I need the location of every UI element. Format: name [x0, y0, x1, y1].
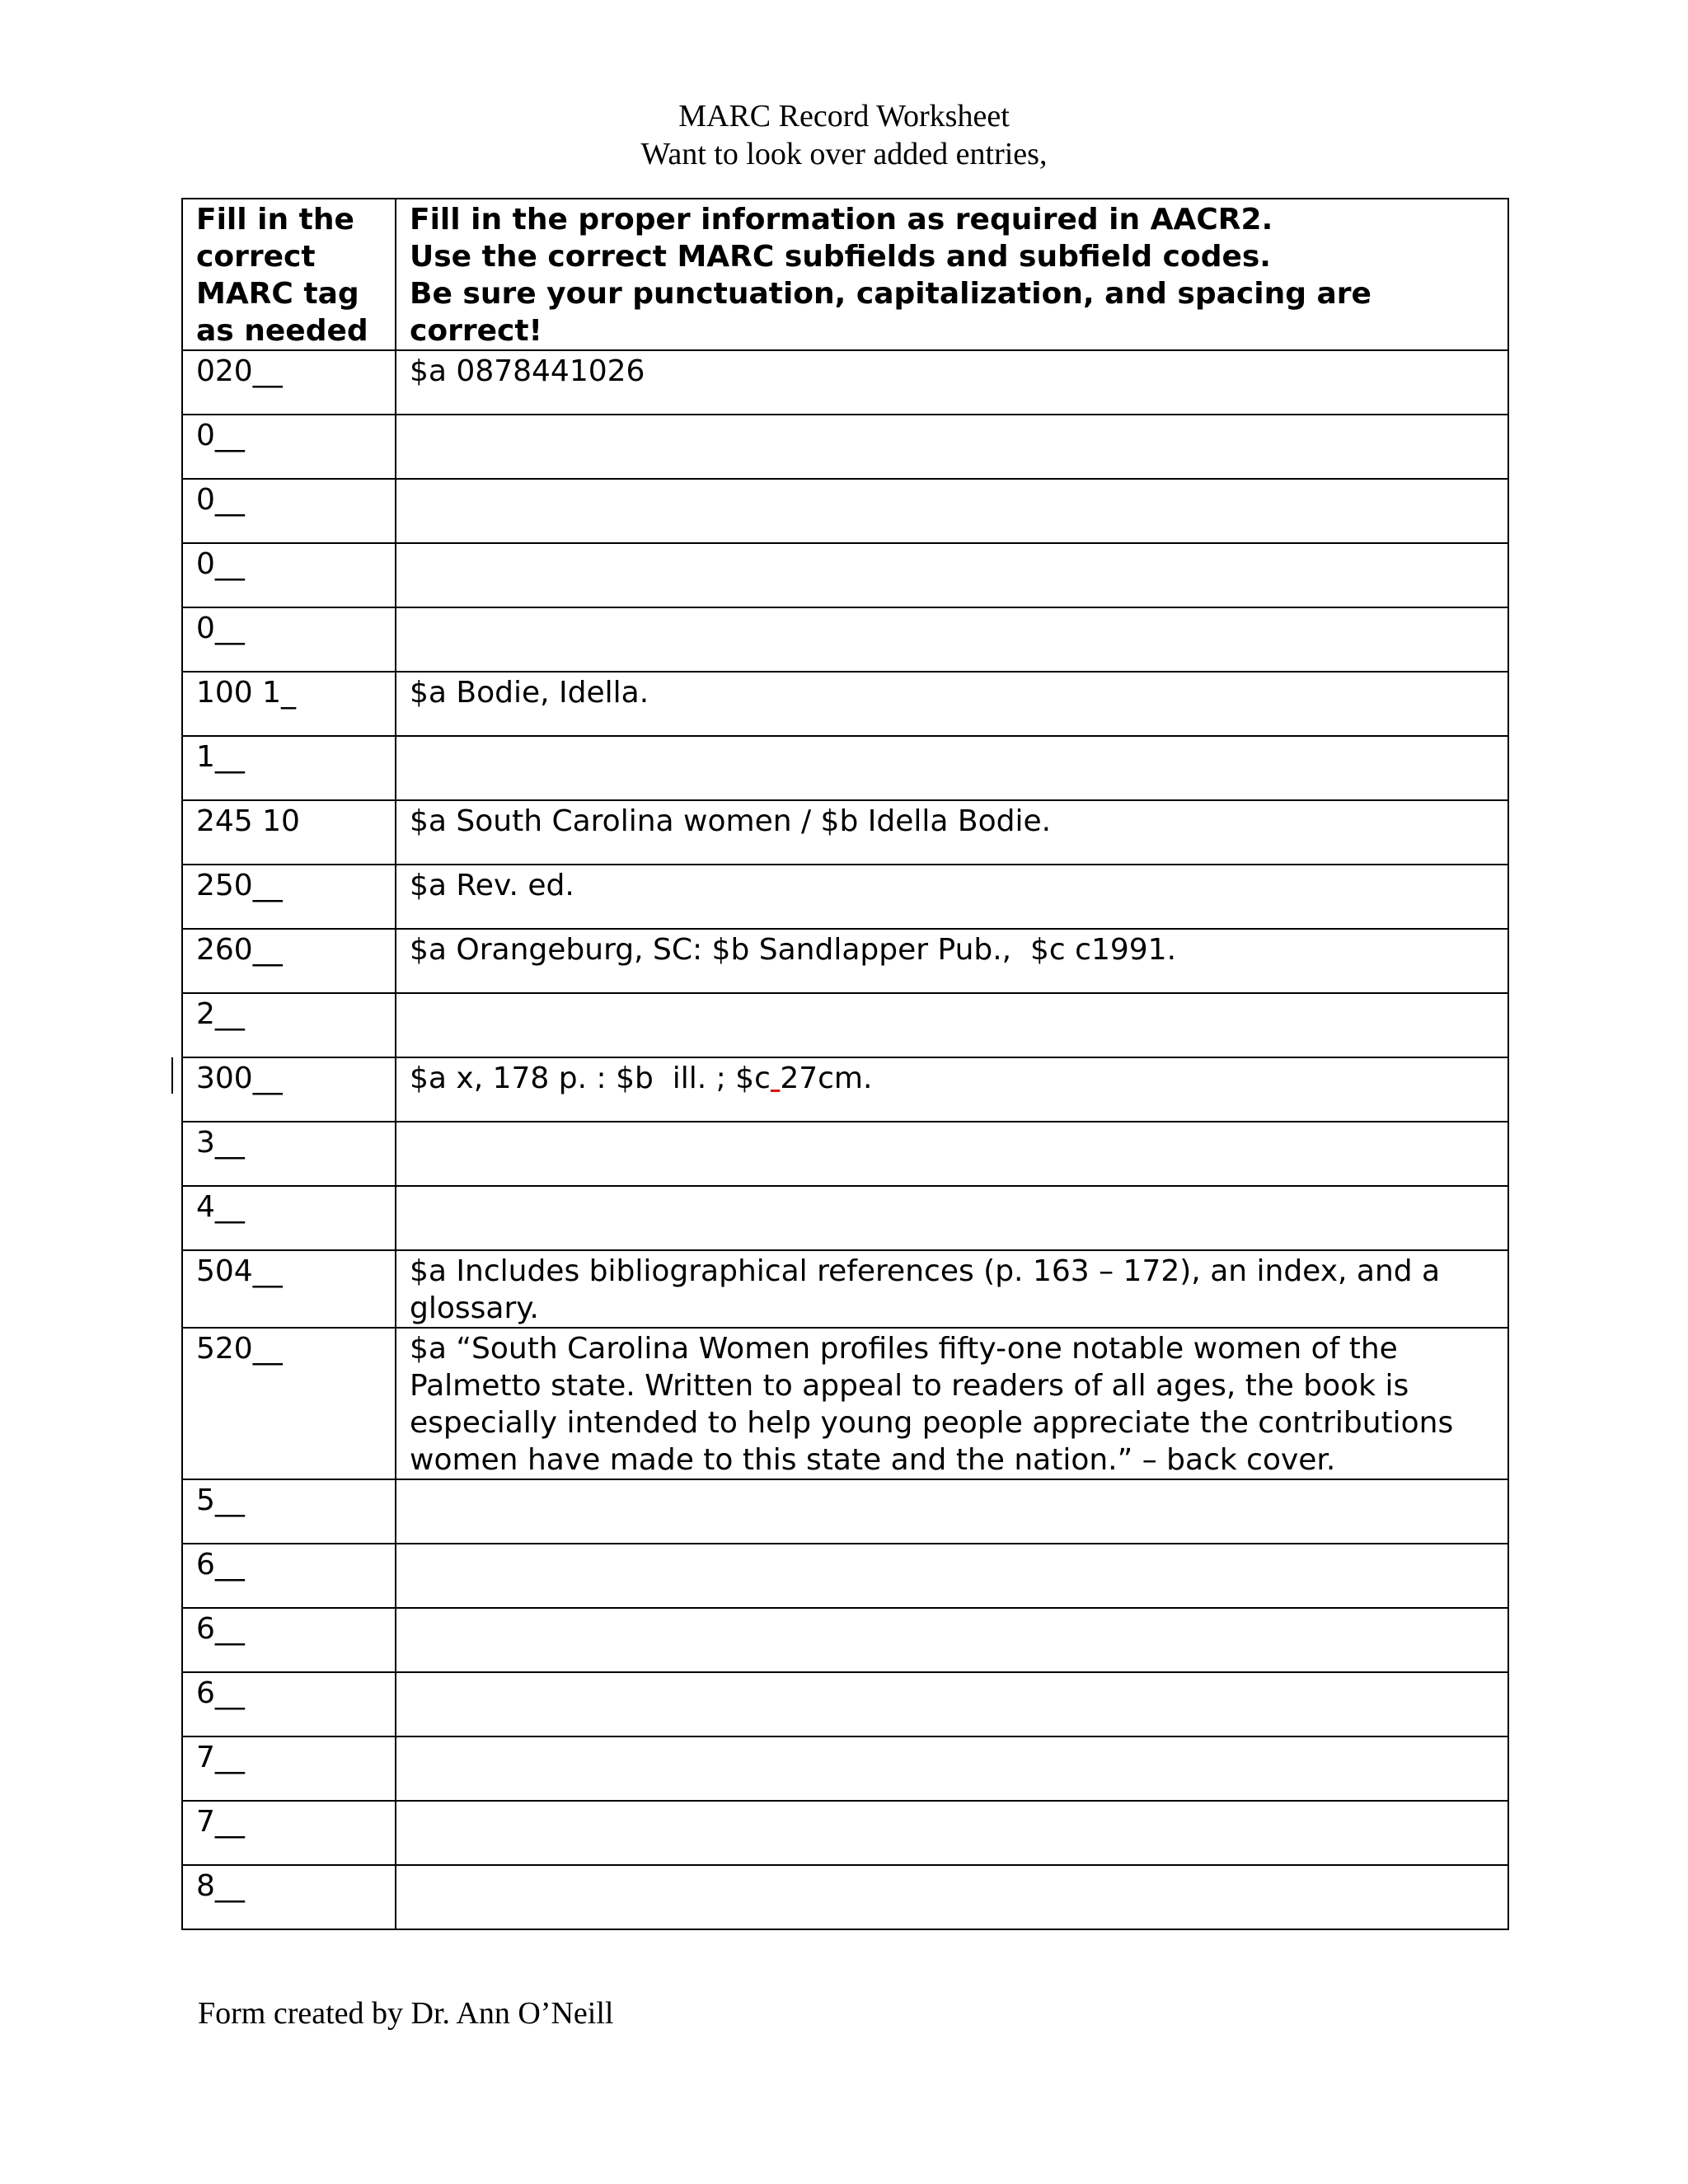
value-text-line: women have made to this state and the nation.” – back cover. [410, 1443, 1336, 1477]
table-row [182, 800, 1508, 865]
tag-text: 6__ [196, 1676, 245, 1710]
revision-bar [171, 1057, 173, 1094]
value-cell[interactable] [396, 350, 1508, 415]
value-text-line: Palmetto state. Written to appeal to readers of all ages, the book is [410, 1369, 1409, 1403]
table-row [182, 1544, 1508, 1608]
tag-header-line: correct [196, 240, 316, 274]
tag-column-header [182, 199, 396, 350]
tag-cell[interactable] [182, 736, 396, 800]
tag-cell[interactable] [182, 479, 396, 543]
tag-cell[interactable] [182, 1672, 396, 1736]
value-text-line: $a “South Carolina Women profiles fifty-one notable women of the [410, 1332, 1398, 1366]
page-title: MARC Record Worksheet [678, 99, 1010, 134]
tag-header-line: as needed [196, 314, 368, 348]
tag-cell[interactable] [182, 607, 396, 672]
table-row [182, 1672, 1508, 1736]
tag-text: 245 10 [196, 804, 300, 838]
tag-header-line: MARC tag [196, 277, 359, 311]
value-text: $a Orangeburg, SC: $b Sandlapper Pub., $c c1991. [410, 933, 1177, 967]
tag-cell[interactable] [182, 1186, 396, 1250]
value-cell[interactable] [396, 865, 1508, 929]
table-row [182, 1328, 1508, 1479]
tag-text: 7__ [196, 1741, 245, 1774]
tag-cell[interactable] [182, 543, 396, 607]
marc-worksheet-table [181, 198, 1509, 1930]
value-cell[interactable] [396, 415, 1508, 479]
tag-text: 5__ [196, 1483, 245, 1517]
table-row [182, 1057, 1508, 1122]
value-text: $a Bodie, Idella. [410, 676, 649, 710]
tag-text: 6__ [196, 1548, 245, 1582]
value-text-line: especially intended to help young people appreciate the contributions [410, 1406, 1454, 1440]
tag-text: 1__ [196, 740, 245, 774]
table-row [182, 1608, 1508, 1672]
value-cell[interactable] [396, 993, 1508, 1057]
tag-text: 520__ [196, 1332, 283, 1366]
table-row [182, 736, 1508, 800]
value-cell[interactable] [396, 736, 1508, 800]
table-row [182, 1479, 1508, 1544]
value-cell[interactable] [396, 1057, 1508, 1122]
tag-header-line: Fill in the [196, 203, 354, 237]
value-text: $a 0878441026 [410, 354, 645, 388]
value-cell[interactable] [396, 543, 1508, 607]
table-row [182, 1186, 1508, 1250]
tag-text: 4__ [196, 1190, 245, 1224]
value-text-line: glossary. [410, 1291, 539, 1325]
table-row [182, 350, 1508, 415]
value-text: $a Rev. ed. [410, 869, 574, 902]
table-row [182, 415, 1508, 479]
table-row [182, 672, 1508, 736]
tag-cell[interactable] [182, 1865, 396, 1929]
tag-cell[interactable] [182, 1544, 396, 1608]
table-row [182, 1801, 1508, 1865]
instruction-line: Fill in the proper information as required in AACR2. [410, 203, 1273, 237]
tag-text: 0__ [196, 483, 245, 517]
tag-cell[interactable] [182, 865, 396, 929]
table-row [182, 1736, 1508, 1801]
tag-cell[interactable] [182, 1801, 396, 1865]
value-cell[interactable] [396, 1479, 1508, 1544]
value-cell[interactable] [396, 1672, 1508, 1736]
table-row [182, 929, 1508, 993]
table-row [182, 1250, 1508, 1328]
value-cell[interactable] [396, 607, 1508, 672]
instructions-column-header [396, 199, 1508, 350]
tag-text: 504__ [196, 1254, 283, 1288]
tag-text: 260__ [196, 933, 283, 967]
tag-text: 8__ [196, 1869, 245, 1903]
value-cell[interactable] [396, 1608, 1508, 1672]
value-cell[interactable] [396, 1865, 1508, 1929]
table-row [182, 479, 1508, 543]
value-cell[interactable] [396, 1736, 1508, 1801]
value-cell[interactable] [396, 1186, 1508, 1250]
tag-cell[interactable] [182, 1122, 396, 1186]
value-text-part: $a x, 178 p. : $b ill. ; $c [410, 1062, 771, 1095]
page-subtitle: Want to look over added entries, [640, 137, 1048, 171]
table-row [182, 543, 1508, 607]
instruction-line: Be sure your punctuation, capitalization, and spacing are [410, 277, 1372, 311]
tag-text: 2__ [196, 997, 245, 1031]
tag-text: 020__ [196, 354, 283, 388]
tag-text: 0__ [196, 419, 245, 452]
value-cell[interactable] [396, 1544, 1508, 1608]
tag-cell[interactable] [182, 1057, 396, 1122]
tag-cell[interactable] [182, 993, 396, 1057]
tag-cell[interactable] [182, 672, 396, 736]
value-text: $a South Carolina women / $b Idella Bodie. [410, 804, 1052, 838]
tag-text: 6__ [196, 1612, 245, 1646]
table-row [182, 1865, 1508, 1929]
table-row [182, 1122, 1508, 1186]
value-cell[interactable] [396, 672, 1508, 736]
tag-cell[interactable] [182, 350, 396, 415]
value-cell[interactable] [396, 1328, 1508, 1479]
tag-text: 0__ [196, 612, 245, 645]
tag-cell[interactable] [182, 1608, 396, 1672]
tag-cell[interactable] [182, 1250, 396, 1328]
tag-text: 3__ [196, 1126, 245, 1160]
tag-cell[interactable] [182, 1328, 396, 1479]
table-row [182, 865, 1508, 929]
instruction-line: correct! [410, 314, 542, 348]
value-cell[interactable] [396, 1122, 1508, 1186]
tag-text: 250__ [196, 869, 283, 902]
spelling-mark [771, 1062, 780, 1095]
tag-cell[interactable] [182, 929, 396, 993]
tag-cell[interactable] [182, 1736, 396, 1801]
table-header-row [182, 199, 1508, 350]
value-cell[interactable] [396, 1250, 1508, 1328]
tag-cell[interactable] [182, 1479, 396, 1544]
value-cell[interactable] [396, 800, 1508, 865]
tag-cell[interactable] [182, 415, 396, 479]
value-cell[interactable] [396, 479, 1508, 543]
tag-text: 100 1_ [196, 676, 297, 710]
instruction-line: Use the correct MARC subfields and subfield codes. [410, 240, 1271, 274]
form-credit: Form created by Dr. Ann O’Neill [198, 1996, 614, 2031]
value-cell[interactable] [396, 1801, 1508, 1865]
tag-cell[interactable] [182, 800, 396, 865]
tag-text: 300__ [196, 1062, 283, 1095]
tag-text: 7__ [196, 1805, 245, 1839]
value-text [410, 1062, 872, 1095]
value-text-line: $a Includes bibliographical references (p. 163 – 172), an index, and a [410, 1254, 1441, 1288]
tag-text: 0__ [196, 547, 245, 581]
table-row [182, 607, 1508, 672]
worksheet-header [0, 97, 1688, 173]
value-text-part: 27cm. [780, 1062, 873, 1095]
value-cell[interactable] [396, 929, 1508, 993]
table-row [182, 993, 1508, 1057]
